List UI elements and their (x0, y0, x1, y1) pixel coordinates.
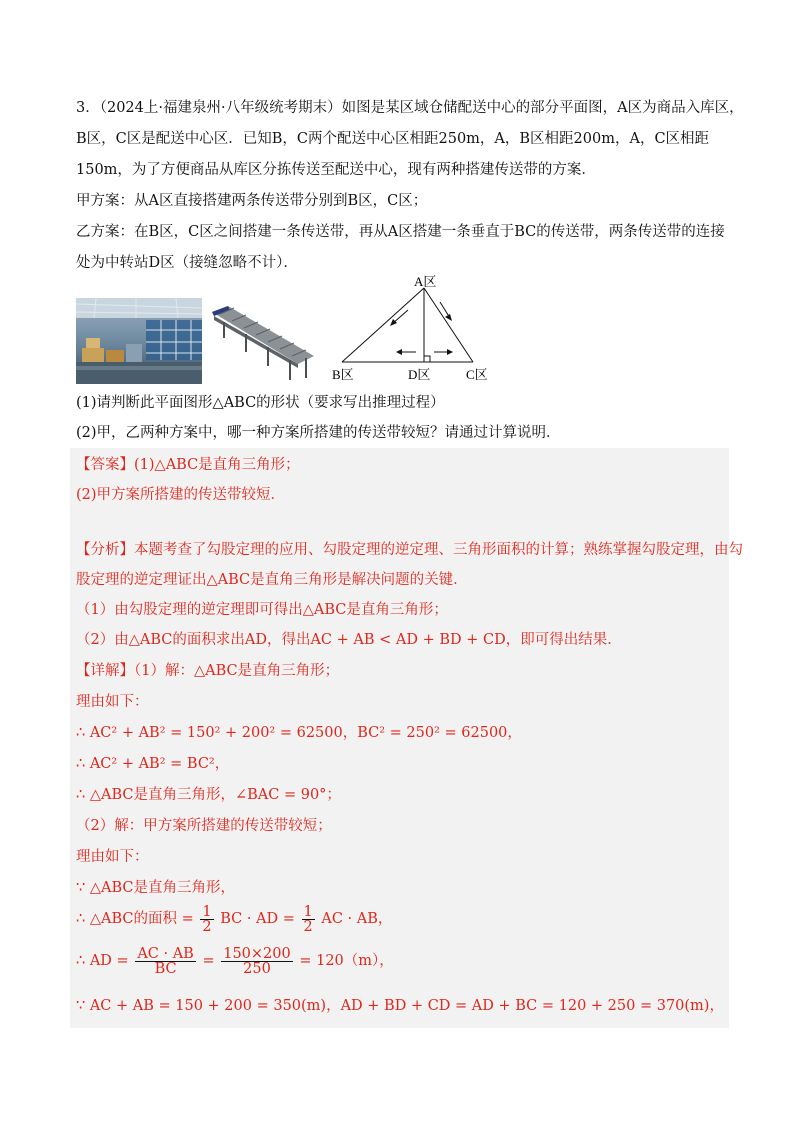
detail-line-9 (76, 902, 392, 936)
fraction-numerator: 150×200 (223, 945, 291, 962)
detail-line-4: ∴ AC² + AB² = BC²， (76, 756, 230, 772)
conveyor-photo (206, 298, 320, 384)
arrow-d-to-c (434, 349, 453, 355)
detail-line-1: 【详解】（1）解：△ABC是直角三角形； (76, 663, 340, 679)
question-line-2: B区，C区是配送中心区．已知B，C两个配送中心区相距250m，A，B区相距200m，A，C区相距 (76, 131, 710, 147)
question-line-3: 150m，为了方便商品从库区分拣传送至配送中心，现有两种搭建传送带的方案． (76, 162, 596, 178)
arrow-a-to-c (440, 302, 452, 321)
sub-question-2: (2)甲，乙两种方案中，哪一种方案所搭建的传送带较短？请通过计算说明． (76, 425, 561, 441)
analysis-line-4: （2）由△ABC的面积求出AD，得出AC + AB < AD + BD + CD，即可得出结果． (76, 632, 622, 648)
detail-line-2: 理由如下： (76, 694, 149, 710)
plan-b-text-2: 处为中转站D区（接缝忽略不计）． (76, 255, 298, 271)
ad-equals: = (202, 953, 215, 969)
fraction-denominator: 250 (243, 960, 271, 977)
detail-line-3: ∴ AC² + AB² = 150² + 200² = 62500，BC² = 250² = 62500， (76, 725, 522, 741)
fraction-denominator: BC (154, 960, 177, 977)
area-middle: BC · AD = (220, 911, 295, 927)
half-fraction-1 (200, 905, 213, 934)
detail-line-7: 理由如下： (76, 849, 149, 865)
answer-line-1: 【答案】(1)△ABC是直角三角形； (76, 457, 300, 473)
detail-line-11: ∵ AC + AB = 150 + 200 = 350(m)，AD + BD + CD = AD + BC = 120 + 250 = 370(m)， (76, 998, 724, 1014)
fraction-numerator: 1 (303, 903, 313, 920)
plan-b-text-1: 乙方案：在B区，C区之间搭建一条传送带，再从A区搭建一条垂直于BC的传送带，两条传送带的连接 (76, 224, 725, 240)
answer-line-2: (2)甲方案所搭建的传送带较短． (76, 487, 286, 503)
area-tail: AC · AB， (321, 911, 393, 927)
half-fraction-2 (302, 905, 315, 934)
right-angle-mark (424, 356, 430, 362)
detail-line-10 (76, 944, 394, 978)
ad-fraction-numeric (221, 947, 293, 976)
label-d: D区 (408, 367, 431, 382)
edge-ab (342, 288, 424, 362)
ad-tail: = 120（m）， (299, 953, 394, 969)
detail-line-6: （2）解：甲方案所搭建的传送带较短； (76, 818, 332, 834)
arrow-a-to-b (390, 310, 408, 326)
plan-a-text: 甲方案：从A区直接搭建两条传送带分别到B区，C区； (76, 193, 428, 209)
label-c: C区 (466, 367, 488, 382)
label-a: A区 (414, 274, 437, 289)
sub-question-1: (1)请判断此平面图形△ABC的形状（要求写出推理过程） (76, 395, 445, 411)
fraction-numerator: 1 (202, 903, 212, 920)
triangle-diagram (330, 272, 500, 386)
fraction-numerator: AC · AB (137, 945, 194, 962)
detail-line-5: ∴ △ABC是直角三角形，∠BAC = 90°； (76, 787, 341, 803)
label-b: B区 (332, 367, 354, 382)
fraction-denominator: 2 (202, 918, 212, 935)
detail-line-8: ∵ △ABC是直角三角形， (76, 880, 235, 896)
analysis-line-3: （1）由勾股定理的逆定理即可得出△ABC是直角三角形； (76, 602, 448, 618)
fraction-denominator: 2 (303, 918, 313, 935)
warehouse-photo (76, 298, 202, 384)
question-line-1: 3．（2024上·福建泉州·八年级统考期末）如图是某区域仓储配送中心的部分平面图，A区为商品入库区， (76, 100, 744, 116)
ad-prefix: ∴ AD = (76, 953, 129, 969)
analysis-line-2: 股定理的逆定理证出△ABC是直角三角形是解决问题的关键． (76, 572, 468, 588)
ad-fraction-symbolic (135, 947, 196, 976)
analysis-line-1: 【分析】本题考查了勾股定理的应用、勾股定理的逆定理、三角形面积的计算；熟练掌握勾股定理，由勾 (76, 542, 743, 558)
arrow-d-to-b (396, 349, 416, 355)
area-prefix: ∴ △ABC的面积 = (76, 911, 194, 927)
